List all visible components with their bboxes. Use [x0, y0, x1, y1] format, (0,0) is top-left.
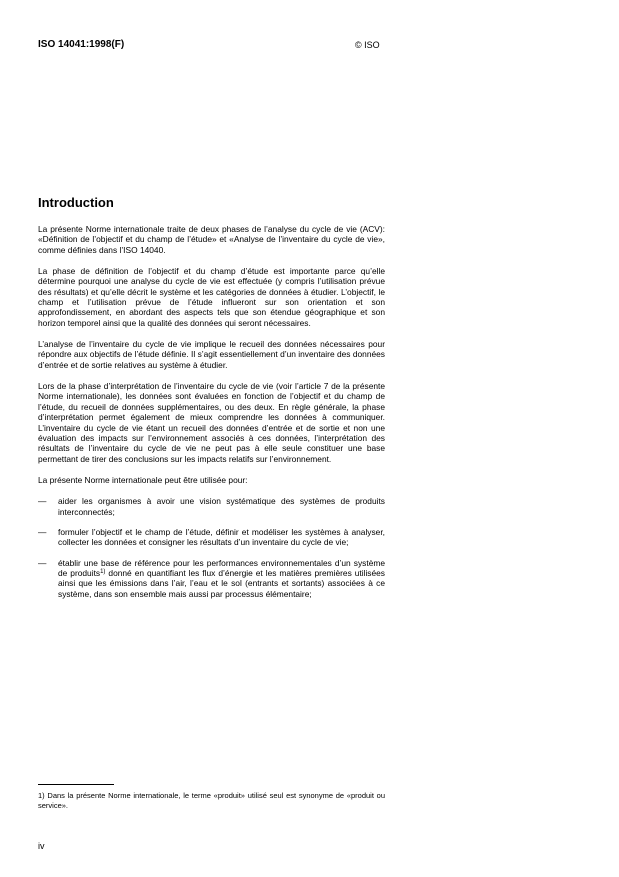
footnote-separator: [38, 784, 114, 785]
dash-bullet: —: [38, 526, 47, 537]
list-item-text: aider les organismes à avoir une vision systématique des systèmes de produits interconnectés;: [58, 496, 385, 517]
footnote-reference[interactable]: 1): [100, 568, 106, 575]
section-title: Introduction: [38, 195, 114, 210]
usage-list: [38, 496, 385, 599]
footnote: 1) Dans la présente Norme internationale, le terme «produit» utilisé seul est synonyme de «produit ou service».: [38, 791, 385, 810]
list-item-text-continued: donné en quantifiant les flux d’énergie et les matières premières utilisées ainsi que les émissions dans l’air, l’eau et le sol (entrants et sortants) associées à ce système, dans son ensemble mais aussi par processus élémentaire;: [58, 567, 385, 599]
list-item: [38, 527, 385, 548]
paragraph: La phase de définition de l’objectif et du champ d’étude est importante parce qu’elle détermine pourquoi une analyse du cycle de vie est effectuée (y compris l’utilisation prévue des résultats) et qu’elle décrit le système et les catégories de données à étudier. L’objectif, le champ et l’utilisation prévue de l’étude influeront sur son orientation et son approfondissement, en abordant des aspects tels que son étendue géographique et son horizon temporel ainsi que la qualité des données qui seront nécessaires.: [38, 266, 385, 328]
list-item: [38, 558, 385, 599]
list-item-text: établir une base de référence pour les performances environnementales d’un système de produits: [58, 557, 385, 578]
paragraph: L’analyse de l’inventaire du cycle de vie implique le recueil des données nécessaires pour répondre aux objectifs de l’étude définie. Il s’agit essentiellement d’un inventaire des données d’entrée et de sortie relatives au système à étudier.: [38, 339, 385, 370]
paragraph: La présente Norme internationale traite de deux phases de l’analyse du cycle de vie (ACV): «Définition de l’objectif et du champ de l’étude» et «Analyse de l’inventaire du cycle de vie», comme définies dans l’ISO 14040.: [38, 224, 385, 255]
copyright-notice: © ISO: [355, 40, 380, 50]
body-text: [38, 224, 385, 609]
page-number: iv: [38, 841, 45, 851]
list-item: [38, 496, 385, 517]
paragraph: La présente Norme internationale peut être utilisée pour:: [38, 474, 248, 485]
dash-bullet: —: [38, 557, 47, 568]
paragraph: Lors de la phase d’interprétation de l’inventaire du cycle de vie (voir l’article 7 de la présente Norme internationale), les données sont évaluées en fonction de l’objectif et du champ de l’étude, du recueil de données supplémentaires, ou des deux. En règle générale, la phase d’interprétation permet également de mieux comprendre les données à communiquer. L’inventaire du cycle de vie étant un recueil des données d’entrée et de sortie et non une évaluation des impacts sur l’environnement associés à ces données, l’interprétation des résultats de l’inventaire du cycle de vie ne peut pas à elle seule constituer une base permettant de tirer des conclusions sur les impacts relatifs sur l’environnement.: [38, 381, 385, 464]
list-item-text: formuler l’objectif et le champ de l’étude, définir et modéliser les systèmes à analyser, collecter les données et consigner les résultats d’un inventaire du cycle de vie;: [58, 526, 385, 548]
dash-bullet: —: [38, 496, 47, 507]
standard-reference: ISO 14041:1998(F): [38, 39, 125, 50]
